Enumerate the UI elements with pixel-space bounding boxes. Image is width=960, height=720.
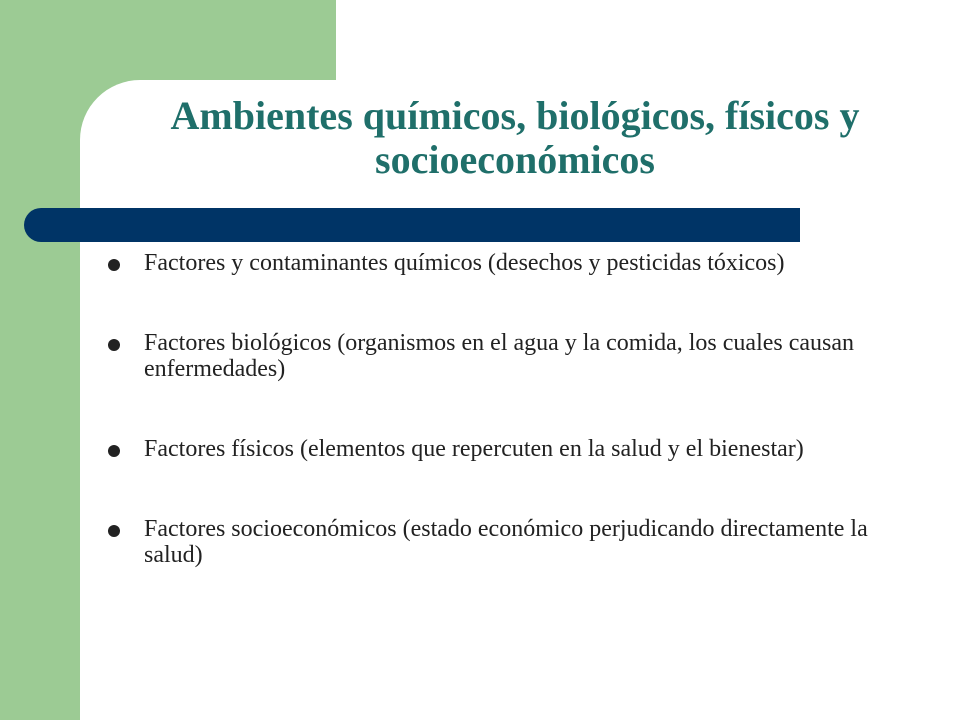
bullet-item — [104, 436, 914, 462]
title-underline-bar — [24, 208, 800, 242]
bullet-icon — [108, 525, 120, 537]
bullet-item — [104, 330, 914, 382]
bullet-icon — [108, 445, 120, 457]
bullet-text: Factores socioeconómicos (estado económico perjudicando directamente la salud) — [144, 516, 868, 568]
bullet-item — [104, 516, 914, 568]
bullet-icon — [108, 259, 120, 271]
bullet-text: Factores físicos (elementos que repercuten en la salud y el bienestar) — [144, 436, 804, 462]
bullet-text: Factores biológicos (organismos en el agua y la comida, los cuales causan enfermedades) — [144, 330, 855, 382]
bullet-list — [104, 250, 914, 622]
bullet-icon — [108, 339, 120, 351]
bullet-item — [104, 250, 914, 276]
slide-title: Ambientes químicos, biológicos, físicos y socioeconómicos — [170, 93, 860, 182]
bullet-text: Factores y contaminantes químicos (desechos y pesticidas tóxicos) — [144, 250, 785, 276]
